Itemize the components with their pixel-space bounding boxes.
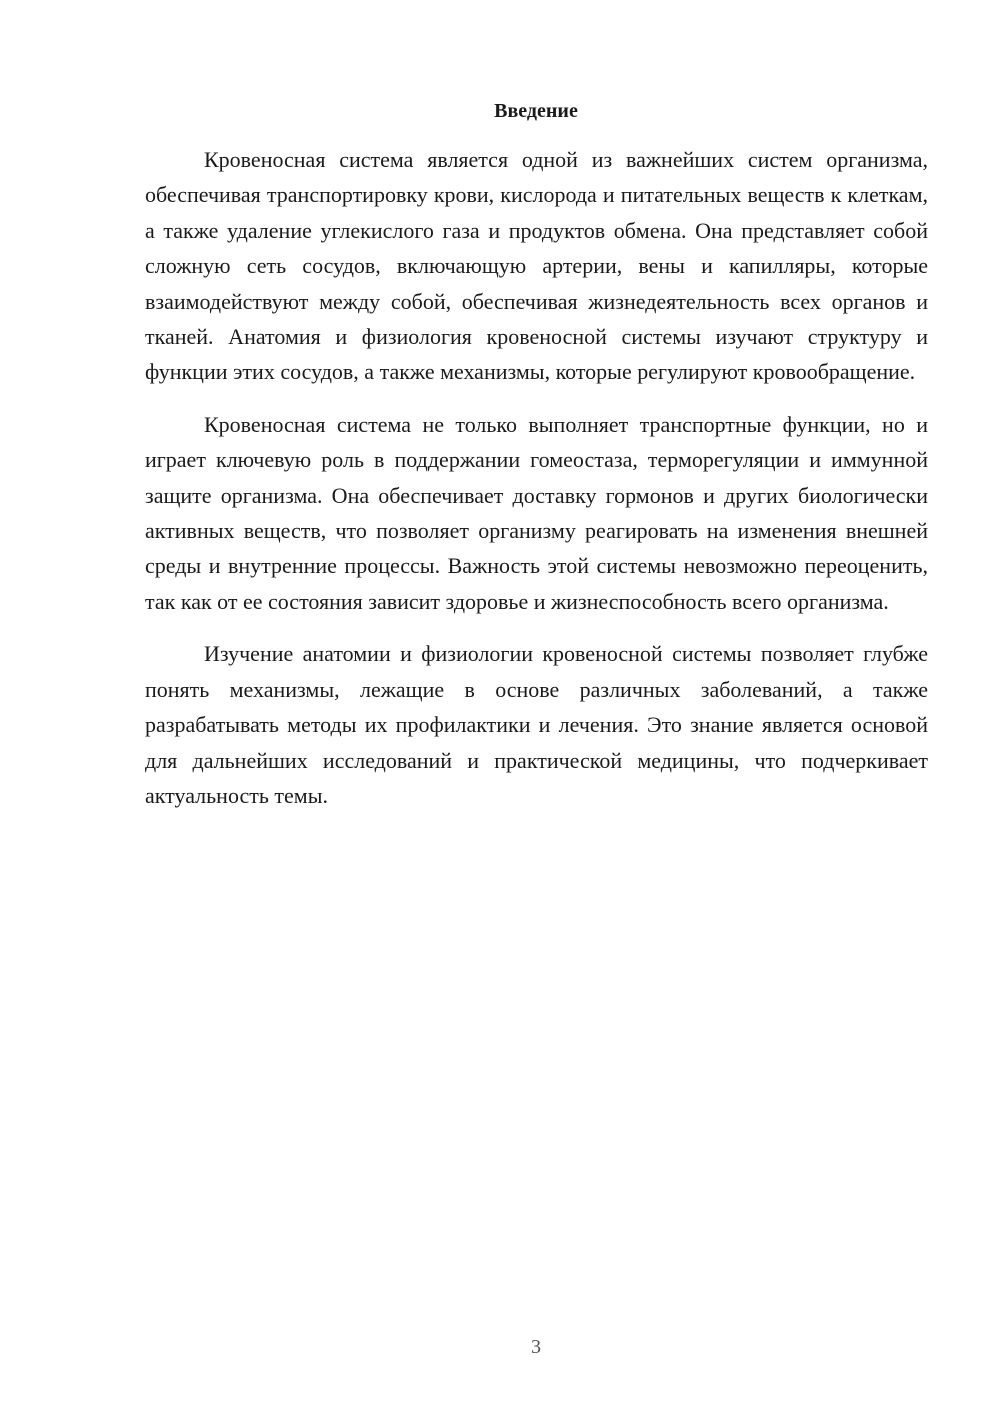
page-number: 3 xyxy=(531,1336,541,1358)
document-body xyxy=(145,142,928,830)
paragraph: Изучение анатомии и физиологии кровеносной системы позволяет глубже понять механизмы, лежащие в основе различных заболеваний, а также разрабатывать методы их профилактики и лечения. Это знание является основой для дальнейших исследований и практической медицины, что подчеркивает актуальность темы. xyxy=(145,641,928,808)
page-title: Введение xyxy=(494,100,578,122)
paragraph: Кровеносная система не только выполняет транспортные функции, но и играет ключевую роль в поддержании гомеостаза, терморегуляции и иммунной защите организма. Она обеспечивает доставку гормонов и других биологически активных веществ, что позволяет организму реагировать на изменения внешней среды и внутренние процессы. Важность этой системы невозможно переоценить, так как от ее состояния зависит здоровье и жизнеспособность всего организма. xyxy=(145,411,928,614)
paragraph: Кровеносная система является одной из важнейших систем организма, обеспечивая транспортировку крови, кислорода и питательных веществ к клеткам, а также удаление углекислого газа и продуктов обмена. Она представляет собой сложную сеть сосудов, включающую артерии, вены и капилляры, которые взаимодействуют между собой, обеспечивая жизнедеятельность всех органов и тканей. Анатомия и физиология кровеносной системы изучают структуру и функции этих сосудов, а также механизмы, которые регулируют кровообращение. xyxy=(145,147,928,385)
